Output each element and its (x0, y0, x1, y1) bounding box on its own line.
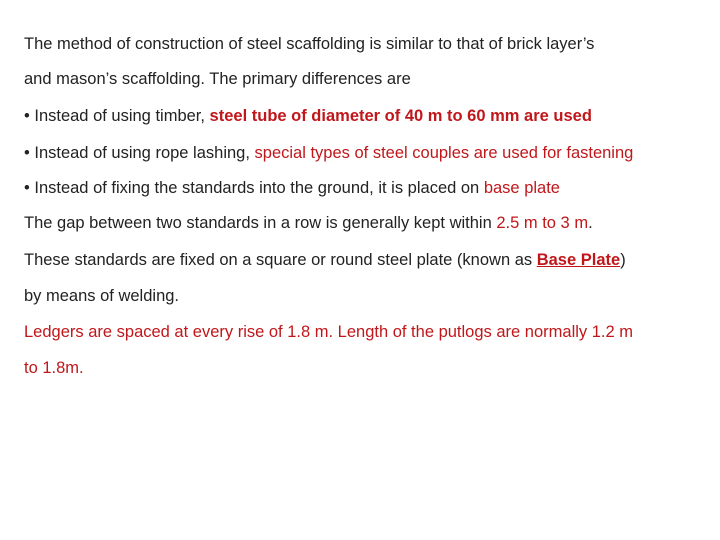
base-plate-highlight: Base Plate (536, 251, 621, 269)
gap-end: . (588, 214, 593, 232)
bullet-lashing-highlight: special types of steel couples are used for fastening (254, 144, 634, 162)
intro-line-1: The method of construction of steel scaffolding is similar to that of brick layer’s (24, 35, 595, 53)
ledgers-line-2: to 1.8m. (24, 359, 84, 377)
bullet-lashing (24, 142, 710, 164)
bullet-standards-text: • Instead of fixing the standards into the ground, it is placed on (24, 179, 484, 197)
base-plate-end: ) (620, 251, 626, 269)
bullet-timber-highlight: steel tube of diameter of 40 m to 60 mm are used (209, 107, 592, 125)
ledgers-line-1: Ledgers are spaced at every rise of 1.8 m. Length of the putlogs are normally 1.2 m (24, 323, 634, 341)
bullet-timber (24, 105, 710, 127)
intro-line-2: and mason’s scaffolding. The primary differences are (24, 70, 411, 88)
gap-text: The gap between two standards in a row is generally kept within (24, 214, 497, 232)
bullet-timber-text: • Instead of using timber, (24, 107, 210, 125)
bullet-standards (24, 177, 710, 199)
base-plate-line-1 (24, 249, 710, 271)
gap-line (24, 212, 710, 234)
base-plate-text: These standards are fixed on a square or round steel plate (known as (24, 251, 537, 269)
bullet-lashing-text: • Instead of using rope lashing, (24, 144, 255, 162)
bullet-standards-highlight: base plate (483, 179, 560, 197)
gap-highlight: 2.5 m to 3 m (496, 214, 589, 232)
base-plate-line-2: by means of welding. (24, 287, 180, 305)
